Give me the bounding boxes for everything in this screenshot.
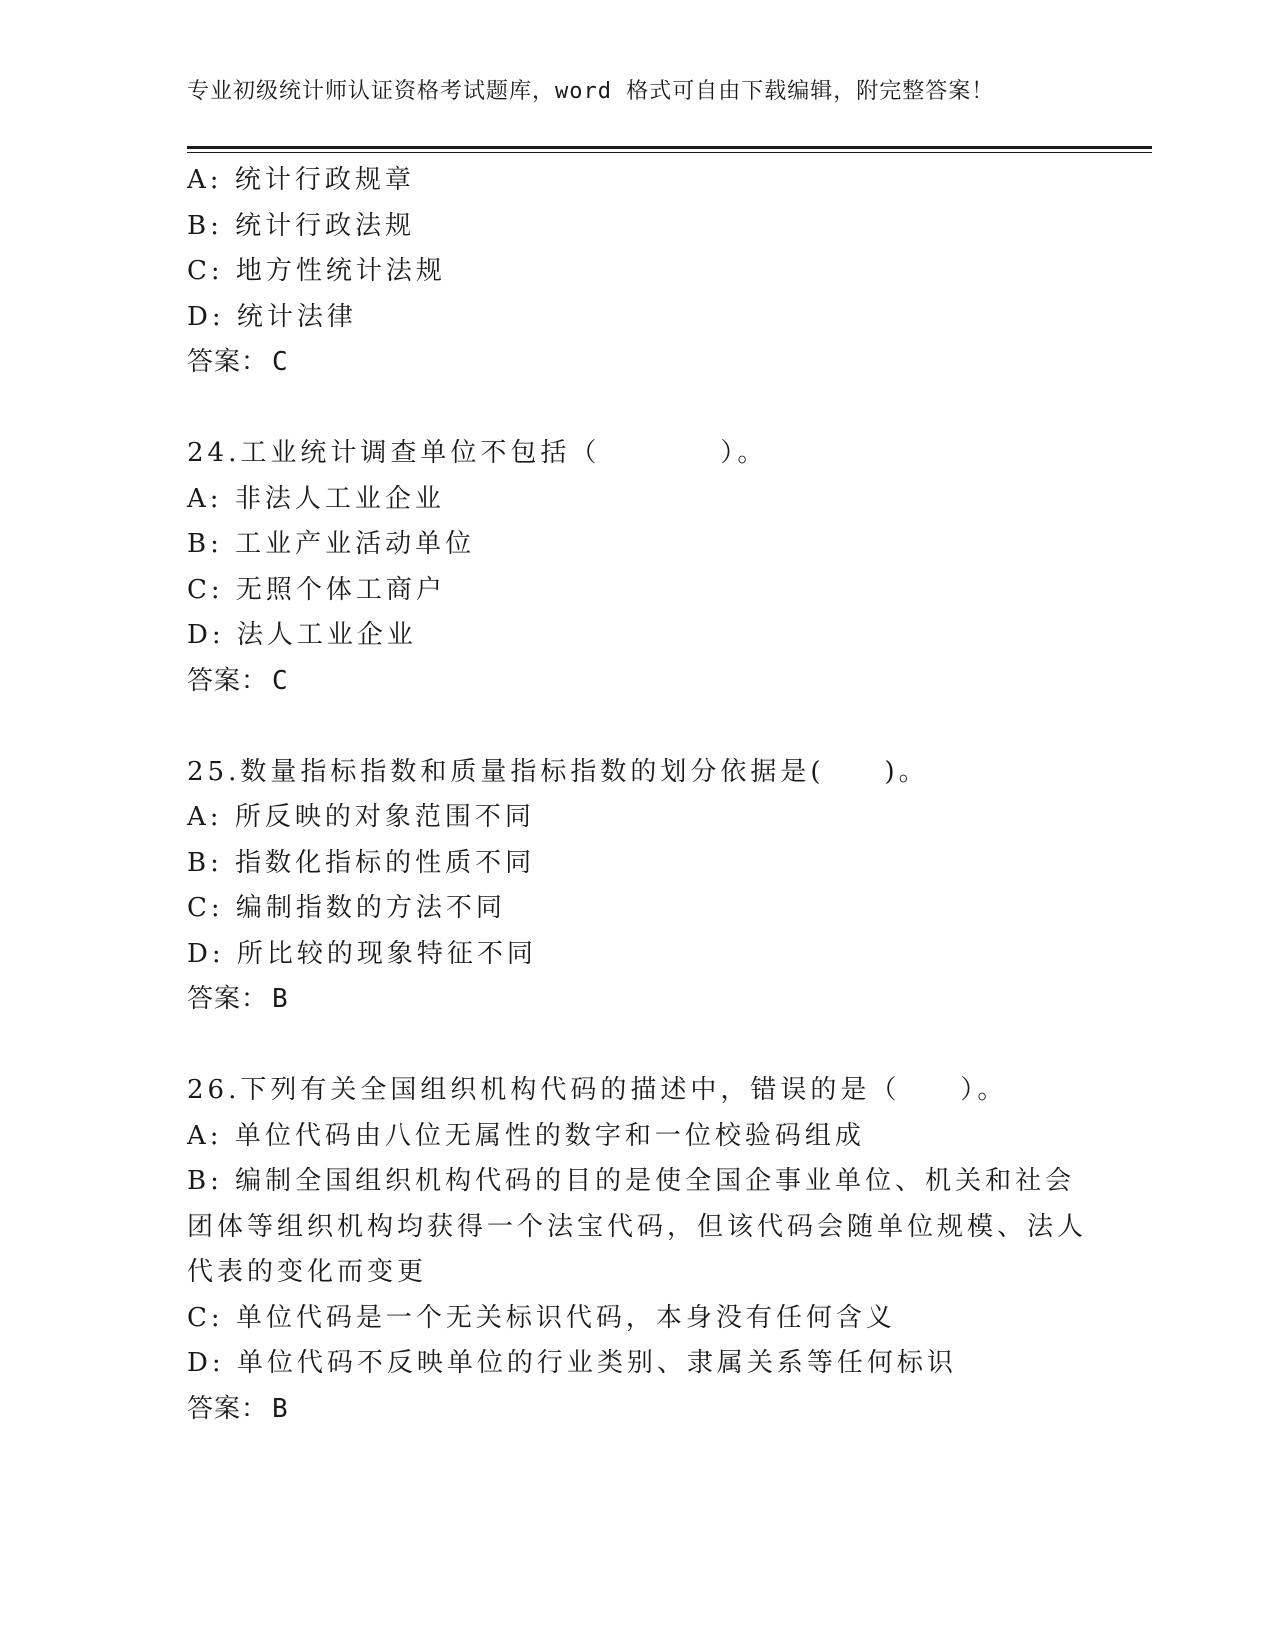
- option-text: 统计法律: [236, 301, 357, 332]
- option-letter: B:: [187, 1166, 223, 1196]
- option-d: [187, 613, 1087, 659]
- question-text: 下列有关全国组织机构代码的描述中，错误的是（ ）。: [240, 1075, 1008, 1105]
- option-a: [187, 795, 1087, 841]
- question-block: [187, 158, 1087, 386]
- option-c: [187, 1296, 1087, 1342]
- option-b: [187, 841, 1087, 887]
- option-letter: B:: [187, 529, 223, 559]
- option-text: 地方性统计法规: [235, 256, 446, 286]
- option-text: 编制全国组织机构代码的目的是使全国企事业单位、机关和社会团体等组织机构均获得一个法宝代码，但该代码会随单位规模、法人代表的变化而变更: [187, 1166, 1088, 1287]
- option-text: 非法人工业企业: [234, 483, 445, 514]
- option-c: [187, 886, 1087, 932]
- answer-label: 答案：: [187, 347, 269, 377]
- question-stem: [187, 431, 1087, 477]
- option-letter: D:: [187, 620, 225, 650]
- option-letter: C:: [187, 574, 224, 605]
- option-letter: B:: [187, 847, 223, 878]
- option-text: 所反映的对象范围不同: [234, 802, 535, 832]
- option-text: 统计行政法规: [235, 210, 416, 241]
- question-list: [187, 158, 1087, 1432]
- option-letter: D:: [187, 938, 225, 969]
- option-text: 指数化指标的性质不同: [235, 847, 536, 878]
- option-a: [187, 1114, 1087, 1160]
- question-text: 工业统计调查单位不包括（ ）。: [240, 438, 768, 468]
- answer-line: [187, 977, 1087, 1023]
- answer-value: B: [272, 1393, 289, 1424]
- spacer: [187, 1023, 1087, 1069]
- header-rule-thick: [187, 146, 1152, 149]
- option-d: [187, 295, 1087, 341]
- option-c: [187, 568, 1087, 614]
- option-letter: D:: [187, 1348, 225, 1378]
- option-a: [187, 158, 1087, 204]
- answer-line: [187, 659, 1087, 705]
- answer-label: 答案：: [187, 1393, 269, 1424]
- header-rule-thin: [187, 152, 1152, 153]
- question-number: 24.: [187, 438, 241, 468]
- option-d: [187, 1341, 1087, 1387]
- question-stem: [187, 1068, 1087, 1114]
- option-letter: C:: [187, 893, 224, 923]
- option-text: 法人工业企业: [236, 620, 417, 650]
- option-text: 单位代码不反映单位的行业类别、隶属关系等任何标识: [236, 1348, 957, 1378]
- question-block: [187, 1068, 1087, 1432]
- option-letter: C:: [187, 1302, 224, 1333]
- spacer: [187, 386, 1087, 432]
- question-number: 25.: [187, 756, 241, 787]
- option-letter: C:: [187, 256, 224, 286]
- spacer: [187, 704, 1087, 750]
- answer-value: B: [272, 984, 289, 1014]
- option-letter: A:: [187, 165, 223, 195]
- answer-line: [187, 340, 1087, 386]
- question-block: [187, 750, 1087, 1023]
- option-text: 单位代码由八位无属性的数字和一位校验码组成: [234, 1120, 865, 1151]
- option-a: [187, 477, 1087, 523]
- option-text: 工业产业活动单位: [235, 529, 476, 559]
- answer-label: 答案：: [187, 984, 269, 1014]
- question-number: 26.: [187, 1075, 241, 1105]
- question-stem: [187, 750, 1087, 796]
- option-text: 无照个体工商户: [235, 574, 446, 605]
- option-text: 统计行政规章: [234, 165, 415, 195]
- option-b: [187, 204, 1087, 250]
- option-text: 编制指数的方法不同: [235, 893, 506, 923]
- option-letter: A:: [187, 802, 223, 832]
- option-letter: A:: [187, 1120, 223, 1151]
- answer-label: 答案：: [187, 665, 269, 696]
- question-block: [187, 431, 1087, 704]
- option-text: 所比较的现象特征不同: [236, 938, 537, 969]
- answer-line: [187, 1387, 1087, 1433]
- answer-value: C: [272, 665, 289, 696]
- option-text: 单位代码是一个无关标识代码，本身没有任何含义: [235, 1302, 896, 1333]
- option-letter: D:: [187, 301, 225, 332]
- option-letter: B:: [187, 210, 223, 241]
- option-b: [187, 1159, 1087, 1296]
- question-text: 数量指标指数和质量指标指数的划分依据是( )。: [240, 756, 929, 787]
- answer-value: C: [272, 347, 289, 377]
- page-header-title: 专业初级统计师认证资格考试题库，word 格式可自由下载编辑，附完整答案！: [187, 79, 995, 104]
- option-b: [187, 522, 1087, 568]
- option-c: [187, 249, 1087, 295]
- option-letter: A:: [187, 483, 223, 514]
- option-d: [187, 932, 1087, 978]
